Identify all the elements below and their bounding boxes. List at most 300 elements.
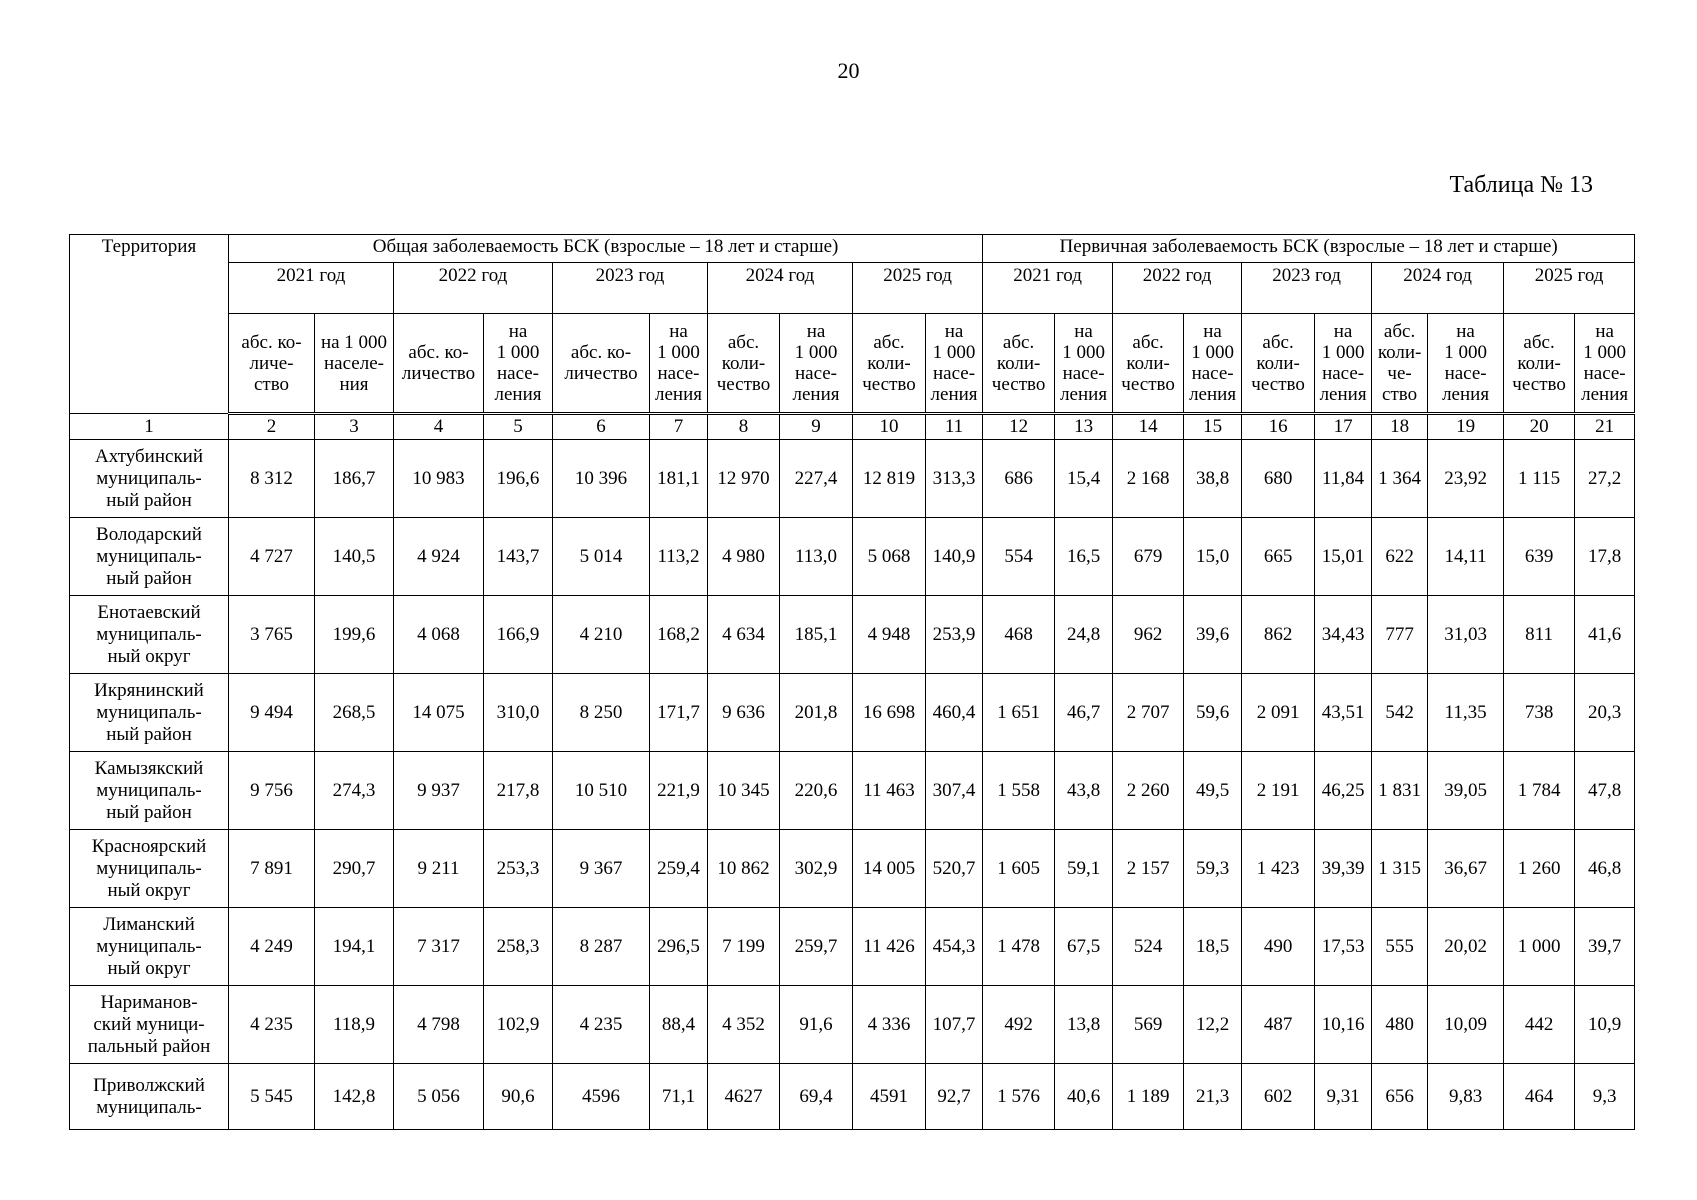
value-cell: 90,6 (484, 1064, 553, 1130)
value-cell: 258,3 (484, 908, 553, 986)
value-cell: 38,8 (1184, 440, 1242, 518)
value-cell: 862 (1242, 596, 1315, 674)
text-line: 1 000 (1191, 342, 1234, 363)
table-row (70, 908, 1635, 986)
value-cell: 2 157 (1113, 830, 1184, 908)
text-line: насе- (933, 363, 976, 384)
value-cell: 2 168 (1113, 440, 1184, 518)
value-cell: 4627 (708, 1064, 780, 1130)
abs-count-header (1242, 314, 1315, 414)
value-cell: 487 (1242, 986, 1315, 1064)
value-cell: 4596 (553, 1064, 650, 1130)
value-cell: 9 756 (229, 752, 315, 830)
value-cell: 259,7 (780, 908, 853, 986)
abs-count-header (1113, 314, 1184, 414)
value-cell: 7 199 (708, 908, 780, 986)
column-number: 3 (315, 414, 394, 440)
text-line: ления (655, 384, 702, 405)
value-cell: 569 (1113, 986, 1184, 1064)
text-line: че- (1387, 363, 1412, 384)
value-cell: 14 075 (394, 674, 484, 752)
text-line: абс. (1002, 331, 1035, 353)
text-line: ный округ (107, 645, 191, 667)
value-cell: 107,7 (926, 986, 983, 1064)
text-line: 1 000 (1321, 342, 1365, 363)
text-line: ный округ (107, 957, 191, 979)
value-cell: 34,43 (1315, 596, 1372, 674)
text-line: чество (1512, 373, 1566, 395)
value-cell: 201,8 (780, 674, 853, 752)
value-cell: 220,6 (780, 752, 853, 830)
value-cell: 10,9 (1575, 986, 1635, 1064)
text-line: 1 000 (794, 342, 838, 363)
value-cell: 3 765 (229, 596, 315, 674)
value-cell: 46,7 (1055, 674, 1113, 752)
value-cell: 554 (983, 518, 1055, 596)
text-line: личество (564, 363, 638, 384)
per-1000-header (484, 314, 553, 414)
territory-cell (70, 752, 229, 830)
value-cell: 5 056 (394, 1064, 484, 1130)
per-1000-header (1575, 314, 1635, 414)
value-cell: 12,2 (1184, 986, 1242, 1064)
value-cell: 811 (1504, 596, 1575, 674)
text-line: 1 000 (932, 342, 976, 363)
text-line: 1 000 (1444, 342, 1487, 363)
text-line: ления (1442, 384, 1490, 405)
text-line: Красноярский (91, 835, 207, 857)
page-number: 20 (837, 58, 860, 83)
text-line: ления (1189, 384, 1237, 405)
text-line: муниципаль- (96, 545, 202, 567)
per-1000-header (1315, 314, 1372, 414)
value-cell: 140,9 (926, 518, 983, 596)
value-cell: 9 494 (229, 674, 315, 752)
text-line: 1 000 (1583, 342, 1626, 363)
value-cell: 4 336 (853, 986, 926, 1064)
value-cell: 39,6 (1184, 596, 1242, 674)
value-cell: 67,5 (1055, 908, 1113, 986)
table-row (70, 1064, 1635, 1130)
value-cell: 9 211 (394, 830, 484, 908)
value-cell: 490 (1242, 908, 1315, 986)
territory-cell (70, 440, 229, 518)
value-cell: 1 576 (983, 1064, 1055, 1130)
per-1000-header (650, 314, 708, 414)
text-line: чество (991, 373, 1046, 395)
text-line: чество (862, 373, 916, 395)
value-cell: 102,9 (484, 986, 553, 1064)
text-line: личе- (249, 352, 294, 374)
value-cell: 10,16 (1315, 986, 1372, 1064)
value-cell: 686 (983, 440, 1055, 518)
value-cell: 168,2 (650, 596, 708, 674)
column-number: 15 (1184, 414, 1242, 440)
year-header: 2024 год (708, 263, 853, 314)
value-cell: 1 364 (1372, 440, 1428, 518)
value-cell: 92,7 (926, 1064, 983, 1130)
table-row (70, 596, 1635, 674)
value-cell: 46,8 (1575, 830, 1635, 908)
territory-cell (70, 596, 229, 674)
value-cell: 1 000 (1504, 908, 1575, 986)
value-cell: 69,4 (780, 1064, 853, 1130)
column-number: 16 (1242, 414, 1315, 440)
territory-cell (70, 908, 229, 986)
value-cell: 480 (1372, 986, 1428, 1064)
value-cell: 221,9 (650, 752, 708, 830)
territory-cell (70, 1064, 229, 1130)
value-cell: 4 798 (394, 986, 484, 1064)
value-cell: 36,67 (1428, 830, 1504, 908)
year-header: 2023 год (553, 263, 708, 314)
text-line: коли- (1126, 352, 1170, 374)
value-cell: 39,7 (1575, 908, 1635, 986)
column-number: 9 (780, 414, 853, 440)
value-cell: 680 (1242, 440, 1315, 518)
text-line: ный район (106, 801, 192, 823)
value-cell: 5 068 (853, 518, 926, 596)
value-cell: 16 698 (853, 674, 926, 752)
value-cell: 142,8 (315, 1064, 394, 1130)
per-1000-header (315, 314, 394, 414)
value-cell: 2 707 (1113, 674, 1184, 752)
value-cell: 4 634 (708, 596, 780, 674)
value-cell: 2 191 (1242, 752, 1315, 830)
text-line: коли- (721, 352, 766, 374)
value-cell: 1 478 (983, 908, 1055, 986)
value-cell: 10 983 (394, 440, 484, 518)
value-cell: 253,3 (484, 830, 553, 908)
value-cell: 307,4 (926, 752, 983, 830)
table-row (70, 674, 1635, 752)
value-cell: 10 862 (708, 830, 780, 908)
text-line: насе- (794, 363, 838, 384)
text-line: чество (716, 373, 771, 395)
value-cell: 11 463 (853, 752, 926, 830)
value-cell: 2 091 (1242, 674, 1315, 752)
primary-morbidity-header: Первичная заболеваемость БСК (взрослые – 18 лет и старше) (983, 235, 1635, 263)
value-cell: 454,3 (926, 908, 983, 986)
column-number: 7 (650, 414, 708, 440)
value-cell: 14,11 (1428, 518, 1504, 596)
column-number: 20 (1504, 414, 1575, 440)
value-cell: 679 (1113, 518, 1184, 596)
value-cell: 143,7 (484, 518, 553, 596)
text-line: абс. ко- (408, 342, 469, 363)
column-number: 1 (70, 414, 229, 440)
text-line: 1 000 (496, 342, 540, 363)
column-number: 12 (983, 414, 1055, 440)
value-cell: 253,9 (926, 596, 983, 674)
text-line: на (1074, 321, 1093, 342)
text-line: абс. (1262, 331, 1294, 353)
text-line: на (944, 321, 964, 342)
text-line: на (1333, 321, 1353, 342)
value-cell: 10 396 (553, 440, 650, 518)
value-cell: 199,6 (315, 596, 394, 674)
value-cell: 4 235 (553, 986, 650, 1064)
text-line: на (1456, 321, 1475, 342)
year-header: 2021 год (983, 263, 1113, 314)
text-line: насе- (1062, 363, 1105, 384)
value-cell: 194,1 (315, 908, 394, 986)
value-cell: 11,84 (1315, 440, 1372, 518)
territory-cell (70, 830, 229, 908)
value-cell: 1 831 (1372, 752, 1428, 830)
text-line: насе- (1322, 363, 1365, 384)
value-cell: 140,5 (315, 518, 394, 596)
value-cell: 14 005 (853, 830, 926, 908)
value-cell: 4591 (853, 1064, 926, 1130)
table-row (70, 518, 1635, 596)
territory-cell (70, 986, 229, 1064)
text-line: абс. (1383, 321, 1416, 342)
abs-count-header (1372, 314, 1428, 414)
value-cell: 4 210 (553, 596, 650, 674)
text-line: абс. ко- (241, 331, 302, 353)
value-cell: 39,39 (1315, 830, 1372, 908)
value-cell: 1 423 (1242, 830, 1315, 908)
value-cell: 31,03 (1428, 596, 1504, 674)
value-cell: 49,5 (1184, 752, 1242, 830)
value-cell: 656 (1372, 1064, 1428, 1130)
value-cell: 738 (1504, 674, 1575, 752)
value-cell: 181,1 (650, 440, 708, 518)
value-cell: 4 980 (708, 518, 780, 596)
value-cell: 40,6 (1055, 1064, 1113, 1130)
column-number: 10 (853, 414, 926, 440)
value-cell: 290,7 (315, 830, 394, 908)
year-header: 2025 год (853, 263, 983, 314)
value-cell: 15,4 (1055, 440, 1113, 518)
value-cell: 11 426 (853, 908, 926, 986)
value-cell: 4 924 (394, 518, 484, 596)
column-number: 14 (1113, 414, 1184, 440)
value-cell: 492 (983, 986, 1055, 1064)
text-line: ния (339, 373, 369, 395)
column-number: 6 (553, 414, 650, 440)
text-line: Икрянинский (94, 679, 204, 701)
value-cell: 1 260 (1504, 830, 1575, 908)
text-line: ления (1060, 384, 1108, 405)
text-line: чество (1251, 373, 1305, 395)
value-cell: 4 352 (708, 986, 780, 1064)
text-line: Лиманский (103, 913, 195, 935)
abs-count-header (983, 314, 1055, 414)
text-line: чество (1121, 373, 1175, 395)
value-cell: 777 (1372, 596, 1428, 674)
abs-count-header (553, 314, 650, 414)
value-cell: 15,0 (1184, 518, 1242, 596)
text-line: на (669, 321, 688, 342)
text-line: ления (1581, 384, 1629, 405)
value-cell: 185,1 (780, 596, 853, 674)
year-header: 2025 год (1504, 263, 1635, 314)
text-line: 1 000 (1062, 342, 1105, 363)
text-line: абс. (873, 331, 905, 353)
value-cell: 274,3 (315, 752, 394, 830)
value-cell: 71,1 (650, 1064, 708, 1130)
text-line: абс. (1523, 331, 1555, 353)
value-cell: 7 891 (229, 830, 315, 908)
value-cell: 9 367 (553, 830, 650, 908)
text-line: муниципаль- (96, 1096, 202, 1118)
text-line: коли- (1256, 352, 1300, 374)
text-line: коли- (867, 352, 911, 374)
value-cell: 113,2 (650, 518, 708, 596)
per-1000-header (1184, 314, 1242, 414)
value-cell: 17,8 (1575, 518, 1635, 596)
table-row (70, 752, 1635, 830)
abs-count-header (229, 314, 315, 414)
value-cell: 15,01 (1315, 518, 1372, 596)
value-cell: 47,8 (1575, 752, 1635, 830)
value-cell: 59,1 (1055, 830, 1113, 908)
value-cell: 24,8 (1055, 596, 1113, 674)
value-cell: 302,9 (780, 830, 853, 908)
text-line: ный район (106, 489, 192, 511)
column-number: 2 (229, 414, 315, 440)
text-line: ления (930, 384, 978, 405)
column-number: 19 (1428, 414, 1504, 440)
value-cell: 41,6 (1575, 596, 1635, 674)
value-cell: 59,3 (1184, 830, 1242, 908)
text-line: абс. (1132, 331, 1164, 353)
text-line: муниципаль- (96, 779, 202, 801)
table-row (70, 830, 1635, 908)
text-line: Ахтубинский (94, 445, 204, 467)
text-line: Володарский (96, 523, 202, 545)
value-cell: 46,25 (1315, 752, 1372, 830)
value-cell: 20,3 (1575, 674, 1635, 752)
value-cell: 166,9 (484, 596, 553, 674)
text-line: на (508, 321, 528, 342)
text-line: коли- (996, 352, 1041, 374)
year-header: 2021 год (229, 263, 394, 314)
column-number: 17 (1315, 414, 1372, 440)
total-morbidity-header: Общая заболеваемость БСК (взрослые – 18 лет и старше) (229, 235, 983, 263)
value-cell: 13,8 (1055, 986, 1113, 1064)
text-line: коли- (1377, 342, 1422, 363)
value-cell: 1 558 (983, 752, 1055, 830)
value-cell: 9,31 (1315, 1064, 1372, 1130)
value-cell: 217,8 (484, 752, 553, 830)
value-cell: 639 (1504, 518, 1575, 596)
abs-count-header (708, 314, 780, 414)
column-number: 21 (1575, 414, 1635, 440)
value-cell: 1 189 (1113, 1064, 1184, 1130)
territory-cell (70, 674, 229, 752)
text-line: Енотаевский (97, 601, 201, 623)
value-cell: 8 250 (553, 674, 650, 752)
value-cell: 1 651 (983, 674, 1055, 752)
text-line: ный район (106, 723, 192, 745)
table-caption: Таблица № 13 (1449, 172, 1593, 198)
value-cell: 227,4 (780, 440, 853, 518)
value-cell: 16,5 (1055, 518, 1113, 596)
value-cell: 23,92 (1428, 440, 1504, 518)
column-number: 5 (484, 414, 553, 440)
value-cell: 259,4 (650, 830, 708, 908)
value-cell: 4 948 (853, 596, 926, 674)
abs-count-header (1504, 314, 1575, 414)
value-cell: 665 (1242, 518, 1315, 596)
value-cell: 1 784 (1504, 752, 1575, 830)
text-line: ство (1382, 384, 1418, 405)
morbidity-table (69, 234, 1635, 1130)
value-cell: 27,2 (1575, 440, 1635, 518)
value-cell: 524 (1113, 908, 1184, 986)
value-cell: 11,35 (1428, 674, 1504, 752)
value-cell: 196,6 (484, 440, 553, 518)
value-cell: 171,7 (650, 674, 708, 752)
value-cell: 442 (1504, 986, 1575, 1064)
value-cell: 20,02 (1428, 908, 1504, 986)
text-line: ский муници- (93, 1013, 205, 1035)
text-line: насе- (1444, 363, 1487, 384)
text-line: абс. ко- (570, 342, 632, 363)
value-cell: 460,4 (926, 674, 983, 752)
value-cell: 113,0 (780, 518, 853, 596)
value-cell: 9 937 (394, 752, 484, 830)
year-header: 2022 год (1113, 263, 1242, 314)
value-cell: 622 (1372, 518, 1428, 596)
value-cell: 8 312 (229, 440, 315, 518)
value-cell: 9 636 (708, 674, 780, 752)
text-line: насе- (496, 363, 540, 384)
per-1000-header (1055, 314, 1113, 414)
table-row (70, 440, 1635, 518)
year-header: 2022 год (394, 263, 553, 314)
value-cell: 186,7 (315, 440, 394, 518)
text-line: на (806, 321, 826, 342)
value-cell: 7 317 (394, 908, 484, 986)
abs-count-header (853, 314, 926, 414)
value-cell: 468 (983, 596, 1055, 674)
text-line: ный округ (107, 879, 191, 901)
text-line: на (1203, 321, 1222, 342)
value-cell: 4 727 (229, 518, 315, 596)
column-number: 8 (708, 414, 780, 440)
value-cell: 18,5 (1184, 908, 1242, 986)
value-cell: 5 014 (553, 518, 650, 596)
value-cell: 296,5 (650, 908, 708, 986)
text-line: на (1595, 321, 1614, 342)
value-cell: 9,83 (1428, 1064, 1504, 1130)
value-cell: 1 315 (1372, 830, 1428, 908)
value-cell: 8 287 (553, 908, 650, 986)
value-cell: 43,8 (1055, 752, 1113, 830)
value-cell: 310,0 (484, 674, 553, 752)
text-line: ления (494, 384, 542, 405)
text-line: насе- (1191, 363, 1234, 384)
text-line: абс. (727, 331, 760, 353)
text-line: муниципаль- (96, 467, 202, 489)
text-line: коли- (1517, 352, 1561, 374)
value-cell: 9,3 (1575, 1064, 1635, 1130)
text-line: на 1 000 (320, 331, 388, 353)
value-cell: 12 819 (853, 440, 926, 518)
territory-header: Территория (70, 235, 229, 414)
text-line: муниципаль- (96, 701, 202, 723)
value-cell: 12 970 (708, 440, 780, 518)
value-cell: 464 (1504, 1064, 1575, 1130)
value-cell: 10,09 (1428, 986, 1504, 1064)
value-cell: 91,6 (780, 986, 853, 1064)
value-cell: 43,51 (1315, 674, 1372, 752)
territory-cell (70, 518, 229, 596)
